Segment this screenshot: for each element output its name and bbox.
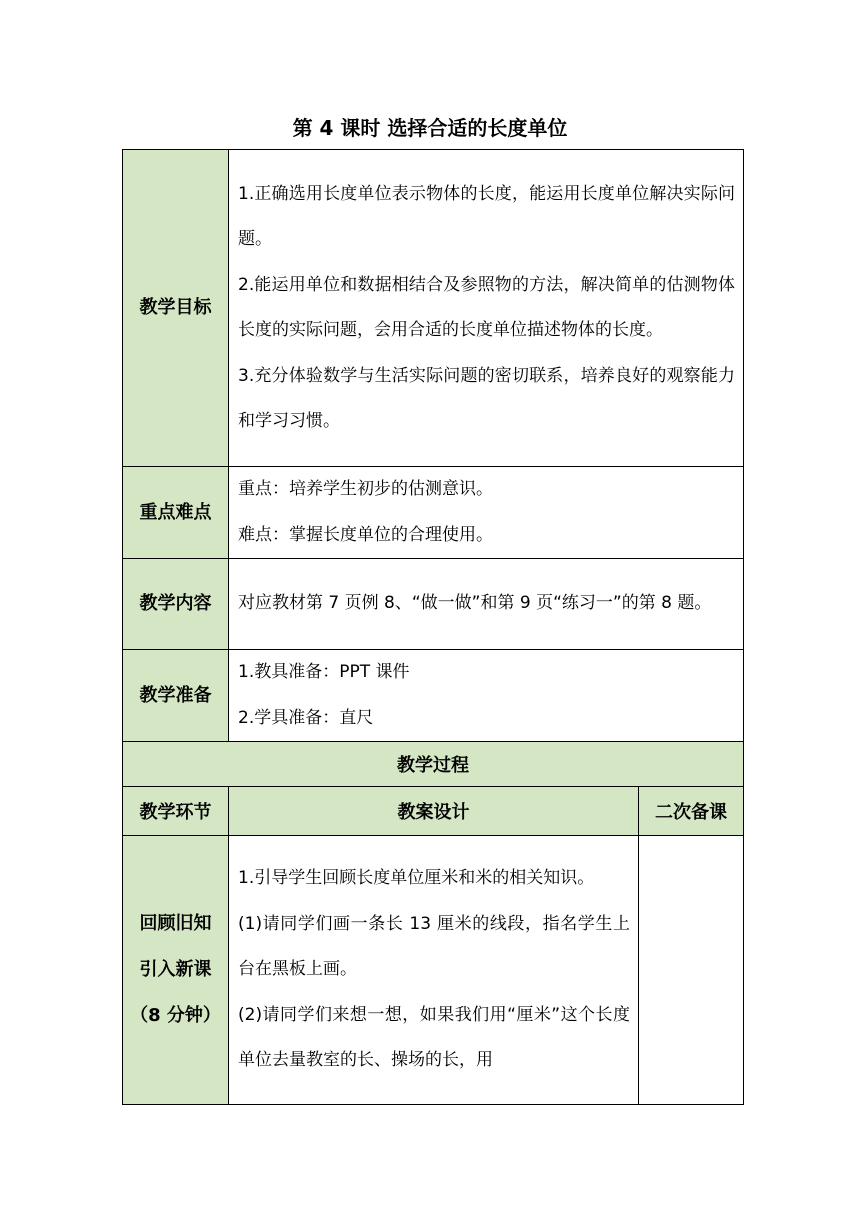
column-header-second: 二次备课 [639,787,744,836]
objectives-row [123,150,744,467]
key-points-label: 重点难点 [123,467,229,559]
preparation-item-2: 2.学具准备：直尺 [238,707,374,728]
column-header-design: 教案设计 [229,787,639,836]
stage1-label-line3: （8 分钟） [130,1005,221,1026]
objectives-content [229,150,744,467]
difficulty-item: 难点：掌握长度单位的合理使用。 [238,524,493,545]
key-points-row [123,467,744,559]
process-header: 教学过程 [123,742,744,787]
preparation-content [229,650,744,742]
content-row [123,559,744,650]
preparation-label: 教学准备 [123,650,229,742]
stage1-item-1: 1.引导学生回顾长度单位厘米和米的相关知识。 [238,868,595,889]
objective-item-3: 3.充分体验数学与生活实际问题的密切联系，培养良好的观察能力和学习习惯。 [238,365,735,431]
lesson-plan-table [122,149,744,1105]
preparation-row [123,650,744,742]
content-paragraph: 对应教材第 7 页例 8、“做一做”和第 9 页“练习一”的第 8 题。 [238,593,712,614]
stage1-label [123,836,229,1105]
stage1-second-cell [639,836,744,1105]
objective-item-1: 1.正确选用长度单位表示物体的长度，能运用长度单位解决实际问题。 [238,183,735,249]
preparation-item-1: 1.教具准备：PPT 课件 [238,662,410,682]
stage1-label-line1: 回顾旧知 [139,913,212,934]
process-header-row [123,742,744,787]
key-points-content [229,467,744,559]
key-point-item: 重点：培养学生初步的估测意识。 [238,479,493,499]
column-header-stage: 教学环节 [123,787,229,836]
content-label: 教学内容 [123,559,229,650]
objectives-label: 教学目标 [123,150,229,467]
content-text [229,559,744,650]
stage1-item-3: (2)请同学们来想一想，如果我们用“厘米”这个长度单位去量教室的长、操场的长，用 [238,1004,630,1071]
stage1-label-line2: 引入新课 [139,959,212,980]
lesson-title: 第 4 课时 选择合适的长度单位 [292,116,568,140]
stage1-content [229,836,639,1105]
stage1-row [123,836,744,1105]
column-header-row [123,787,744,836]
objective-item-2: 2.能运用单位和数据相结合及参照物的方法，解决简单的估测物体长度的实际问题，会用合适的长度单位描述物体的长度。 [238,274,735,340]
stage1-item-2: (1)请同学们画一条长 13 厘米的线段，指名学生上台在黑板上画。 [238,913,630,980]
